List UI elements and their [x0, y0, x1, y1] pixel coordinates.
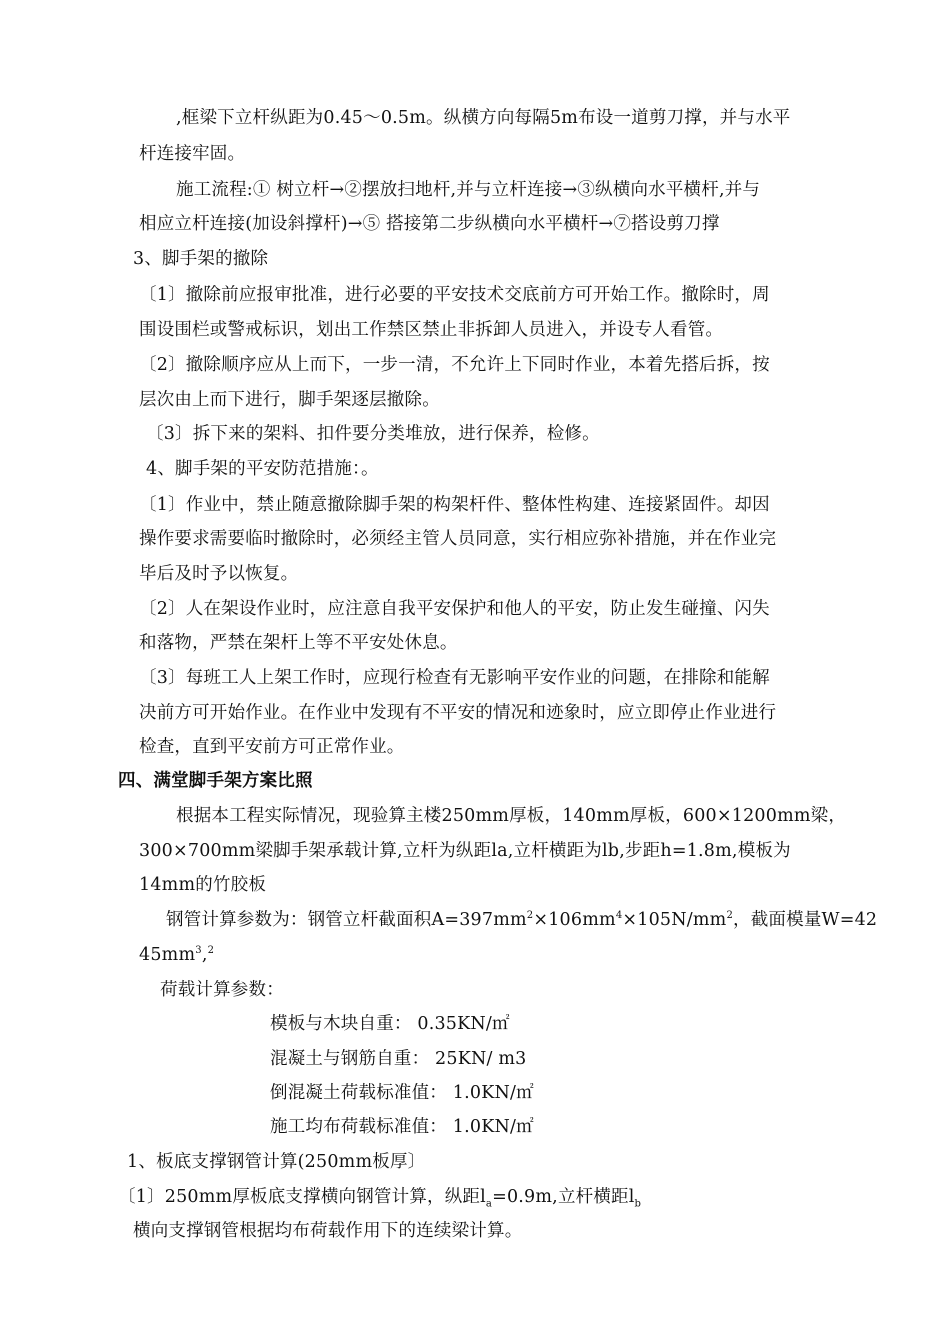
load-parameter: 模板与木块自重： 0.35KN/㎡: [270, 1014, 510, 1034]
text-line: [166, 909, 877, 931]
section-heading: 3、脚手架的撤除: [133, 249, 269, 269]
text-run: 钢管计算参数为：钢管立杆截面积A=397mm: [166, 910, 527, 930]
section-heading: 4、脚手架的平安防范措施：。: [146, 459, 379, 479]
text-run: ，截面模量W=42: [733, 910, 878, 930]
text-line: 毕后及时予以恢复。: [139, 564, 299, 584]
text-line: 荷载计算参数：: [160, 980, 284, 1000]
text-line: [139, 944, 214, 966]
subscript: b: [634, 1198, 642, 1210]
text-line: [118, 1186, 641, 1208]
text-line: 和落物，严禁在架杆上等不平安处休息。: [139, 633, 458, 653]
text-line: 根据本工程实际情况，现验算主楼250mm厚板，140mm厚板，600×1200mm梁，: [176, 806, 847, 826]
load-parameter: 倒混凝土荷载标准值： 1.0KN/㎡: [270, 1083, 534, 1103]
text-line: 杆连接牢固。: [139, 144, 246, 164]
superscript: 2: [726, 910, 734, 922]
text-line: 〔1〕作业中，禁止随意撤除脚手架的构架杆件、整体性构建、连接紧固件。却因: [139, 495, 770, 515]
section-heading: 1、板底支撑钢管计算(250mm板厚〕: [127, 1152, 426, 1172]
chapter-heading: 四、满堂脚手架方案比照: [118, 771, 313, 791]
text-line: 〔2〕撤除顺序应从上而下，一步一清，不允许上下同时作业，本着先搭后拆，按: [139, 355, 770, 375]
text-line: 决前方可开始作业。在作业中发现有不平安的情况和迹象时，应立即停止作业进行: [139, 703, 777, 723]
load-parameter: 施工均布荷载标准值： 1.0KN/㎡: [270, 1117, 534, 1137]
text-line: 施工流程:① 树立杆→②摆放扫地杆,并与立杆连接→③纵横向水平横杆,并与: [176, 180, 761, 200]
text-run: 45mm: [139, 945, 196, 965]
text-run: 〔1〕250mm厚板底支撑横向钢管计算，纵距l: [118, 1187, 486, 1207]
text-line: 检查，直到平安前方可正常作业。: [139, 737, 405, 757]
text-run: ,: [201, 945, 208, 965]
load-parameter: 混凝土与钢筋自重： 25KN/ m3: [270, 1049, 527, 1069]
text-line: 〔3〕每班工人上架工作时，应现行检查有无影响平安作业的问题，在排除和能解: [139, 668, 770, 688]
text-run: ×106mm: [533, 910, 616, 930]
text-line: 300×700mm梁脚手架承载计算,立杆为纵距la,立杆横距为lb,步距h=1.8m,模板为: [139, 841, 791, 861]
text-line: 〔2〕人在架设作业时，应注意自我平安保护和他人的平安，防止发生碰撞、闪失: [139, 599, 770, 619]
text-run: ×105N/mm: [622, 910, 727, 930]
text-line: 相应立杆连接(加设斜撑杆)→⑤ 搭接第二步纵横向水平横杆→⑦搭设剪刀撑: [139, 214, 720, 234]
text-line: ,框梁下立杆纵距为0.45～0.5m。纵横方向每隔5m布设一道剪刀撑，并与水平: [176, 108, 791, 128]
text-line: 围设围栏或警戒标识，划出工作禁区禁止非拆卸人员进入，并设专人看管。: [139, 320, 724, 340]
text-line: 横向支撑钢管根据均布荷载作用下的连续梁计算。: [133, 1221, 523, 1241]
text-line: 〔3〕拆下来的架料、扣件要分类堆放，进行保养，检修。: [146, 424, 600, 444]
text-line: 14mm的竹胶板: [139, 875, 267, 895]
superscript: 2: [526, 910, 534, 922]
text-line: 操作要求需要临时撤除时，必须经主管人员同意，实行相应弥补措施，并在作业完: [139, 529, 777, 549]
superscript: 2: [207, 945, 215, 957]
text-run: =0.9m,立杆横距l: [492, 1187, 635, 1207]
subscript: a: [485, 1198, 493, 1210]
superscript: 3: [195, 945, 202, 957]
text-line: 层次由上而下进行，脚手架逐层撤除。: [139, 390, 440, 410]
text-line: 〔1〕撤除前应报审批准，进行必要的平安技术交底前方可开始工作。撤除时，周: [139, 285, 770, 305]
superscript: 4: [615, 910, 623, 922]
